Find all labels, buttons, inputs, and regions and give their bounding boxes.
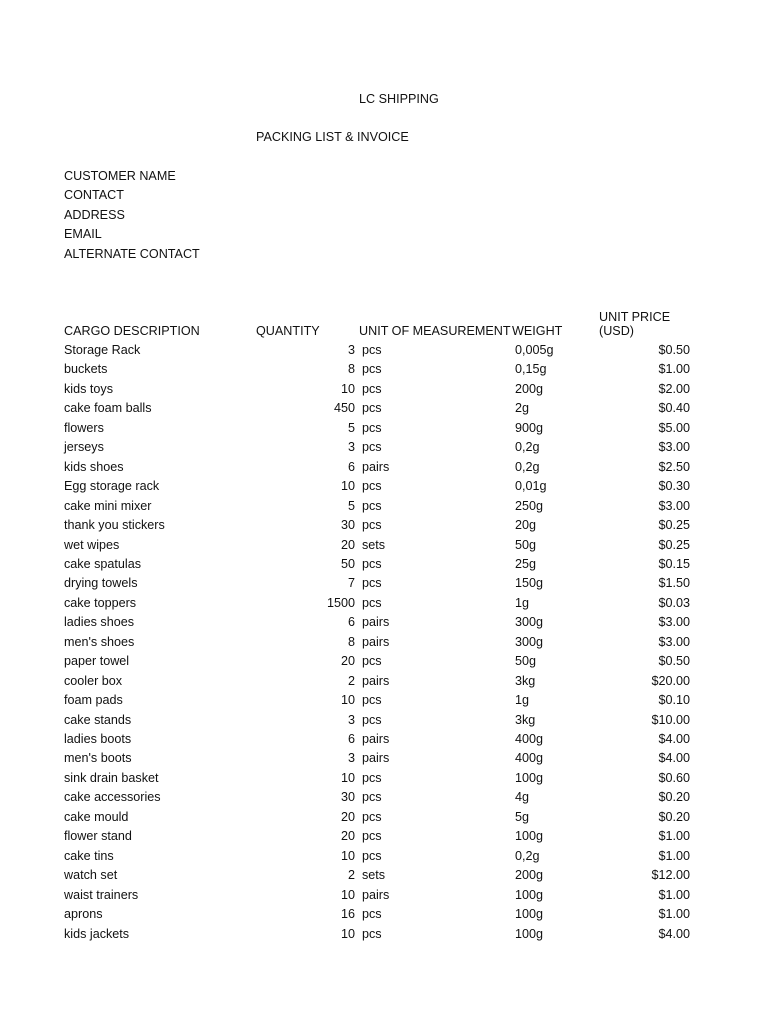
unit-cell: sets — [362, 538, 386, 552]
unit-price-cell: $1.00 — [658, 829, 690, 843]
weight-cell: 100g — [515, 907, 544, 921]
cargo-description-cell: sink drain basket — [64, 771, 159, 785]
quantity-cell: 7 — [347, 576, 355, 590]
quantity-cell: 50 — [340, 557, 355, 571]
weight-cell: 200g — [515, 868, 544, 882]
weight-cell: 250g — [515, 499, 544, 513]
quantity-cell: 20 — [340, 654, 355, 668]
cargo-description-cell: Storage Rack — [64, 343, 141, 357]
unit-price-cell: $2.00 — [658, 382, 690, 396]
unit-price-cell: $4.00 — [658, 927, 690, 941]
weight-cell: 2g — [515, 401, 530, 415]
weight-cell: 0,01g — [515, 479, 547, 493]
quantity-cell: 5 — [347, 499, 355, 513]
unit-price-cell: $0.25 — [658, 518, 690, 532]
quantity-cell: 10 — [340, 382, 355, 396]
unit-cell: pcs — [362, 693, 382, 707]
unit-price-cell: $0.15 — [658, 557, 690, 571]
unit-price-cell: $0.40 — [658, 401, 690, 415]
cargo-description-cell: foam pads — [64, 693, 123, 707]
quantity-cell: 6 — [347, 615, 355, 629]
weight-cell: 0,2g — [515, 849, 540, 863]
cargo-description-cell: cake accessories — [64, 790, 161, 804]
unit-price-cell: $20.00 — [651, 674, 690, 688]
quantity-cell: 5 — [347, 421, 355, 435]
cargo-description-cell: aprons — [64, 907, 103, 921]
unit-cell: pcs — [362, 713, 382, 727]
cargo-description-cell: cake mould — [64, 810, 129, 824]
unit-price-cell: $3.00 — [658, 635, 690, 649]
header-cargo-description: CARGO DESCRIPTION — [64, 324, 200, 338]
unit-price-cell: $1.00 — [658, 849, 690, 863]
unit-price-cell: $0.25 — [658, 538, 690, 552]
unit-cell: pcs — [362, 440, 382, 454]
unit-cell: pcs — [362, 421, 382, 435]
weight-cell: 300g — [515, 615, 544, 629]
unit-cell: pcs — [362, 927, 382, 941]
quantity-cell: 10 — [340, 479, 355, 493]
unit-cell: pcs — [362, 810, 382, 824]
quantity-cell: 30 — [340, 790, 355, 804]
cargo-description-cell: cake tins — [64, 849, 114, 863]
unit-price-cell: $0.03 — [658, 596, 690, 610]
quantity-cell: 3 — [347, 343, 355, 357]
quantity-cell: 16 — [340, 907, 355, 921]
weight-cell: 100g — [515, 888, 544, 902]
unit-cell: pairs — [362, 460, 390, 474]
weight-cell: 1g — [515, 596, 530, 610]
cargo-description-cell: waist trainers — [64, 888, 139, 902]
quantity-cell: 2 — [347, 868, 355, 882]
weight-cell: 300g — [515, 635, 544, 649]
unit-cell: pcs — [362, 557, 382, 571]
document-title: PACKING LIST & INVOICE — [256, 130, 409, 144]
weight-cell: 3kg — [515, 713, 536, 727]
unit-price-cell: $0.50 — [658, 343, 690, 357]
cargo-description-cell: drying towels — [64, 576, 138, 590]
header-unit-of-measurement: UNIT OF MEASUREMENT — [359, 324, 511, 338]
weight-cell: 400g — [515, 751, 544, 765]
weight-cell: 100g — [515, 829, 544, 843]
alternate-contact-label: ALTERNATE CONTACT — [64, 247, 200, 261]
cargo-description-cell: watch set — [64, 868, 118, 882]
unit-cell: pairs — [362, 888, 390, 902]
unit-price-cell: $0.20 — [658, 810, 690, 824]
unit-cell: pcs — [362, 382, 382, 396]
unit-price-cell: $1.00 — [658, 362, 690, 376]
quantity-cell: 3 — [347, 440, 355, 454]
header-unit-price-currency: (USD) — [599, 324, 634, 338]
unit-price-cell: $1.50 — [658, 576, 690, 590]
cargo-description-cell: kids toys — [64, 382, 113, 396]
quantity-cell: 1500 — [326, 596, 355, 610]
cargo-description-cell: flowers — [64, 421, 104, 435]
weight-cell: 100g — [515, 771, 544, 785]
weight-cell: 50g — [515, 538, 537, 552]
unit-cell: pcs — [362, 790, 382, 804]
quantity-cell: 8 — [347, 635, 355, 649]
unit-price-cell: $0.10 — [658, 693, 690, 707]
cargo-description-cell: ladies boots — [64, 732, 132, 746]
cargo-description-cell: kids shoes — [64, 460, 124, 474]
unit-cell: pcs — [362, 362, 382, 376]
unit-cell: pcs — [362, 479, 382, 493]
quantity-cell: 3 — [347, 751, 355, 765]
weight-cell: 20g — [515, 518, 537, 532]
quantity-cell: 450 — [333, 401, 355, 415]
header-quantity: QUANTITY — [256, 324, 320, 338]
unit-price-cell: $3.00 — [658, 615, 690, 629]
cargo-description-cell: kids jackets — [64, 927, 130, 941]
header-unit-price: UNIT PRICE — [599, 310, 671, 324]
cargo-description-cell: paper towel — [64, 654, 130, 668]
unit-cell: pcs — [362, 343, 382, 357]
quantity-cell: 20 — [340, 810, 355, 824]
quantity-cell: 10 — [340, 888, 355, 902]
quantity-cell: 20 — [340, 538, 355, 552]
unit-price-cell: $12.00 — [651, 868, 690, 882]
unit-cell: pcs — [362, 499, 382, 513]
unit-price-cell: $5.00 — [658, 421, 690, 435]
unit-price-cell: $3.00 — [658, 440, 690, 454]
weight-cell: 100g — [515, 927, 544, 941]
quantity-cell: 10 — [340, 849, 355, 863]
unit-cell: pcs — [362, 907, 382, 921]
cargo-description-cell: buckets — [64, 362, 108, 376]
unit-cell: pcs — [362, 771, 382, 785]
unit-price-cell: $3.00 — [658, 499, 690, 513]
quantity-cell: 10 — [340, 771, 355, 785]
email-label: EMAIL — [64, 227, 102, 241]
unit-cell: pcs — [362, 654, 382, 668]
cargo-description-cell: wet wipes — [64, 538, 120, 552]
unit-price-cell: $10.00 — [651, 713, 690, 727]
weight-cell: 0,15g — [515, 362, 547, 376]
unit-price-cell: $0.20 — [658, 790, 690, 804]
header-weight: WEIGHT — [512, 324, 563, 338]
cargo-description-cell: flower stand — [64, 829, 132, 843]
weight-cell: 400g — [515, 732, 544, 746]
weight-cell: 0,005g — [515, 343, 554, 357]
address-label: ADDRESS — [64, 208, 125, 222]
unit-cell: pcs — [362, 576, 382, 590]
quantity-cell: 6 — [347, 460, 355, 474]
customer-name-label: CUSTOMER NAME — [64, 169, 176, 183]
unit-price-cell: $0.60 — [658, 771, 690, 785]
unit-price-cell: $0.30 — [658, 479, 690, 493]
weight-cell: 5g — [515, 810, 530, 824]
weight-cell: 1g — [515, 693, 530, 707]
weight-cell: 25g — [515, 557, 537, 571]
quantity-cell: 20 — [340, 829, 355, 843]
weight-cell: 150g — [515, 576, 544, 590]
quantity-cell: 2 — [347, 674, 355, 688]
company-name: LC SHIPPING — [359, 92, 439, 106]
unit-cell: pairs — [362, 751, 390, 765]
weight-cell: 50g — [515, 654, 537, 668]
unit-cell: pcs — [362, 849, 382, 863]
unit-cell: pcs — [362, 829, 382, 843]
unit-cell: pairs — [362, 635, 390, 649]
cargo-description-cell: men's shoes — [64, 635, 135, 649]
cargo-description-cell: cake toppers — [64, 596, 137, 610]
unit-price-cell: $4.00 — [658, 732, 690, 746]
weight-cell: 0,2g — [515, 460, 540, 474]
unit-price-cell: $4.00 — [658, 751, 690, 765]
unit-cell: sets — [362, 868, 386, 882]
cargo-description-cell: cake foam balls — [64, 401, 152, 415]
cargo-description-cell: jerseys — [64, 440, 104, 454]
cargo-description-cell: cake stands — [64, 713, 132, 727]
unit-cell: pairs — [362, 674, 390, 688]
weight-cell: 900g — [515, 421, 544, 435]
unit-cell: pcs — [362, 596, 382, 610]
cargo-description-cell: ladies shoes — [64, 615, 135, 629]
quantity-cell: 30 — [340, 518, 355, 532]
quantity-cell: 3 — [347, 713, 355, 727]
unit-cell: pairs — [362, 732, 390, 746]
cargo-description-cell: cake spatulas — [64, 557, 142, 571]
weight-cell: 3kg — [515, 674, 536, 688]
cargo-description-cell: Egg storage rack — [64, 479, 160, 493]
weight-cell: 200g — [515, 382, 544, 396]
unit-price-cell: $2.50 — [658, 460, 690, 474]
weight-cell: 0,2g — [515, 440, 540, 454]
unit-cell: pairs — [362, 615, 390, 629]
quantity-cell: 6 — [347, 732, 355, 746]
quantity-cell: 10 — [340, 693, 355, 707]
contact-label: CONTACT — [64, 188, 124, 202]
quantity-cell: 8 — [347, 362, 355, 376]
quantity-cell: 10 — [340, 927, 355, 941]
cargo-description-cell: men's boots — [64, 751, 132, 765]
cargo-description-cell: cooler box — [64, 674, 123, 688]
unit-cell: pcs — [362, 401, 382, 415]
cargo-description-cell: thank you stickers — [64, 518, 165, 532]
unit-cell: pcs — [362, 518, 382, 532]
cargo-description-cell: cake mini mixer — [64, 499, 152, 513]
weight-cell: 4g — [515, 790, 530, 804]
unit-price-cell: $1.00 — [658, 888, 690, 902]
unit-price-cell: $1.00 — [658, 907, 690, 921]
unit-price-cell: $0.50 — [658, 654, 690, 668]
